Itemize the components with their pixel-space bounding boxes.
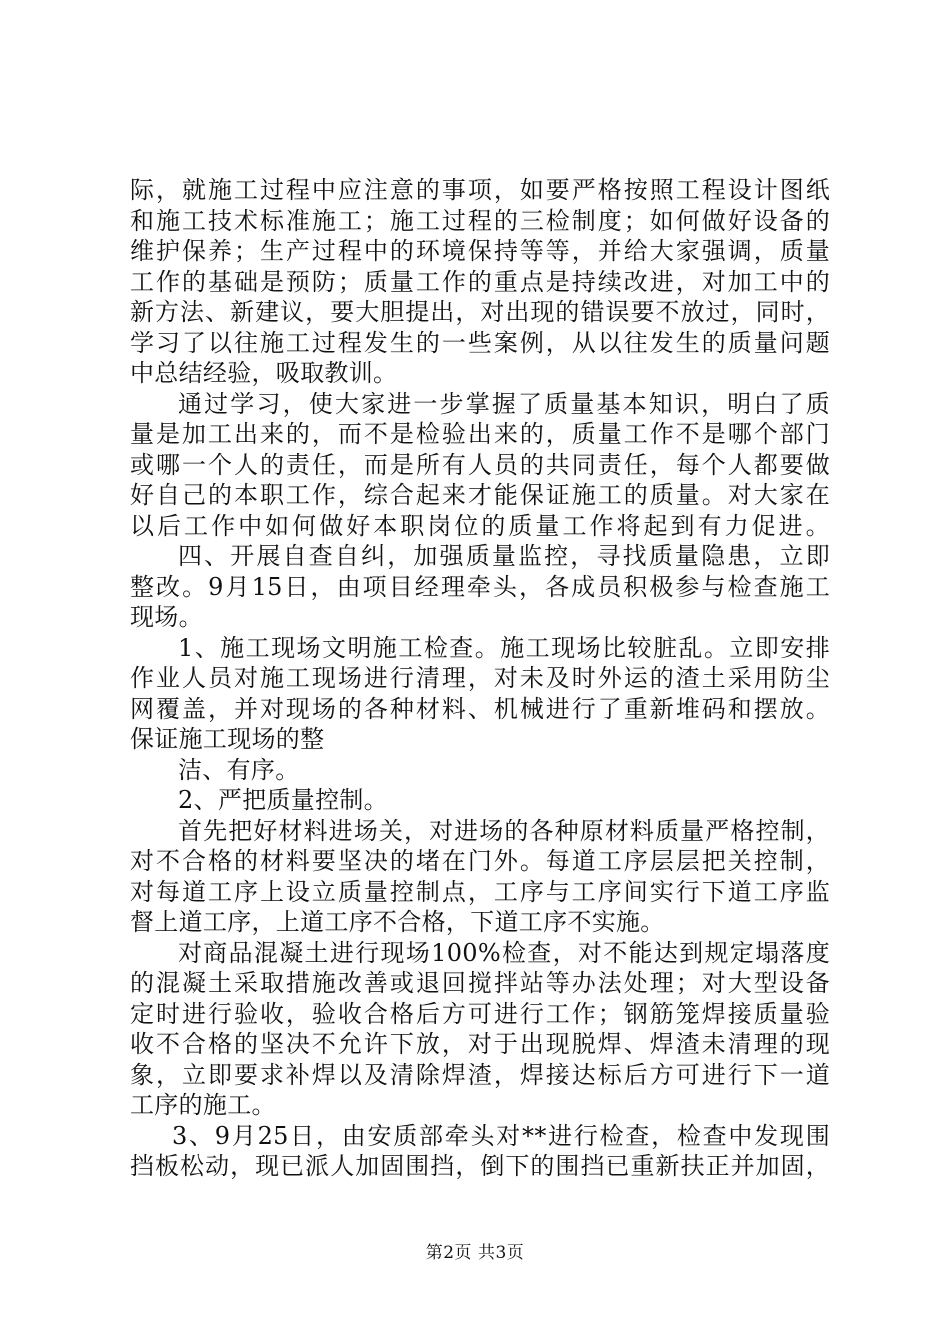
text-line: 督上道工序，上道工序不合格，下道工序不实施。 bbox=[130, 908, 665, 936]
text-line: 好自己的本职工作，综合起来才能保证施工的质量。对大家在 bbox=[130, 481, 830, 509]
text-line: 作业人员对施工现场进行清理，对未及时外运的渣土采用防尘 bbox=[130, 664, 830, 692]
text-line: 工序的施工。 bbox=[130, 1091, 276, 1119]
text-line: 定时进行验收，验收合格后方可进行工作；钢筋笼焊接质量验 bbox=[130, 999, 830, 1028]
text-line: 通过学习，使大家进一步掌握了质量基本知识，明白了质 bbox=[178, 389, 830, 418]
text-line: 学习了以往施工过程发生的一些案例，从以往发生的质量问题 bbox=[130, 328, 830, 357]
text-line: 挡板松动，现已派人加固围挡，倒下的围挡已重新扶正并加固， bbox=[130, 1152, 830, 1180]
text-line: 象，立即要求补焊以及清除焊渣，焊接达标后方可进行下一道 bbox=[130, 1060, 830, 1089]
text-line: 量是加工出来的，而不是检验出来的，质量工作不是哪个部门 bbox=[130, 420, 830, 448]
text-line: 工作的基础是预防；质量工作的重点是持续改进，对加工中的 bbox=[130, 267, 830, 296]
text-line: 和施工技术标准施工；施工过程的三检制度；如何做好设备的 bbox=[130, 206, 830, 235]
text-line: 的混凝土采取措施改善或退回搅拌站等办法处理；对大型设备 bbox=[130, 969, 830, 997]
document-body bbox=[130, 175, 830, 1182]
text-line: 洁、有序。 bbox=[178, 755, 300, 784]
text-line: 以后工作中如何做好本职岗位的质量工作将起到有力促进。 bbox=[130, 511, 830, 540]
page-footer: 第2页 共3页 bbox=[425, 1243, 525, 1263]
text-line: 2、严把质量控制。 bbox=[178, 786, 388, 814]
text-line: 中总结经验，吸取教训。 bbox=[130, 359, 398, 387]
text-line: 四、开展自查自纠，加强质量监控，寻找质量隐患，立即 bbox=[178, 542, 830, 570]
text-line: 保证施工现场的整 bbox=[130, 725, 325, 753]
text-line: 对商品混凝土进行现场100%检查，对不能达到规定塌落度 bbox=[178, 938, 830, 967]
text-line: 际，就施工过程中应注意的事项，如要严格按照工程设计图纸 bbox=[130, 176, 830, 204]
text-line: 整改。9月15日，由项目经理牵头，各成员积极参与检查施工 bbox=[130, 572, 830, 601]
text-line: 现场。 bbox=[130, 603, 203, 631]
text-line: 1、施工现场文明施工检查。施工现场比较脏乱。立即安排 bbox=[178, 633, 830, 662]
text-line: 收不合格的坚决不允许下放，对于出现脱焊、焊渣未清理的现 bbox=[130, 1030, 830, 1058]
text-line: 3、9月25日，由安质部牵头对**进行检查，检查中发现围 bbox=[172, 1121, 830, 1150]
text-line: 对不合格的材料要坚决的堵在门外。每道工序层层把关控制， bbox=[130, 847, 830, 875]
text-line: 维护保养；生产过程中的环境保持等等，并给大家强调，质量 bbox=[130, 237, 830, 265]
text-line: 新方法、新建议，要大胆提出，对出现的错误要不放过，同时， bbox=[130, 298, 830, 326]
text-line: 或哪一个人的责任，而是所有人员的共同责任，每个人都要做 bbox=[130, 450, 830, 479]
text-line: 对每道工序上设立质量控制点，工序与工序间实行下道工序监 bbox=[130, 877, 830, 906]
text-line: 网覆盖，并对现场的各种材料、机械进行了重新堆码和摆放。 bbox=[130, 694, 830, 723]
text-line: 首先把好材料进场关，对进场的各种原材料质量严格控制， bbox=[178, 816, 830, 845]
